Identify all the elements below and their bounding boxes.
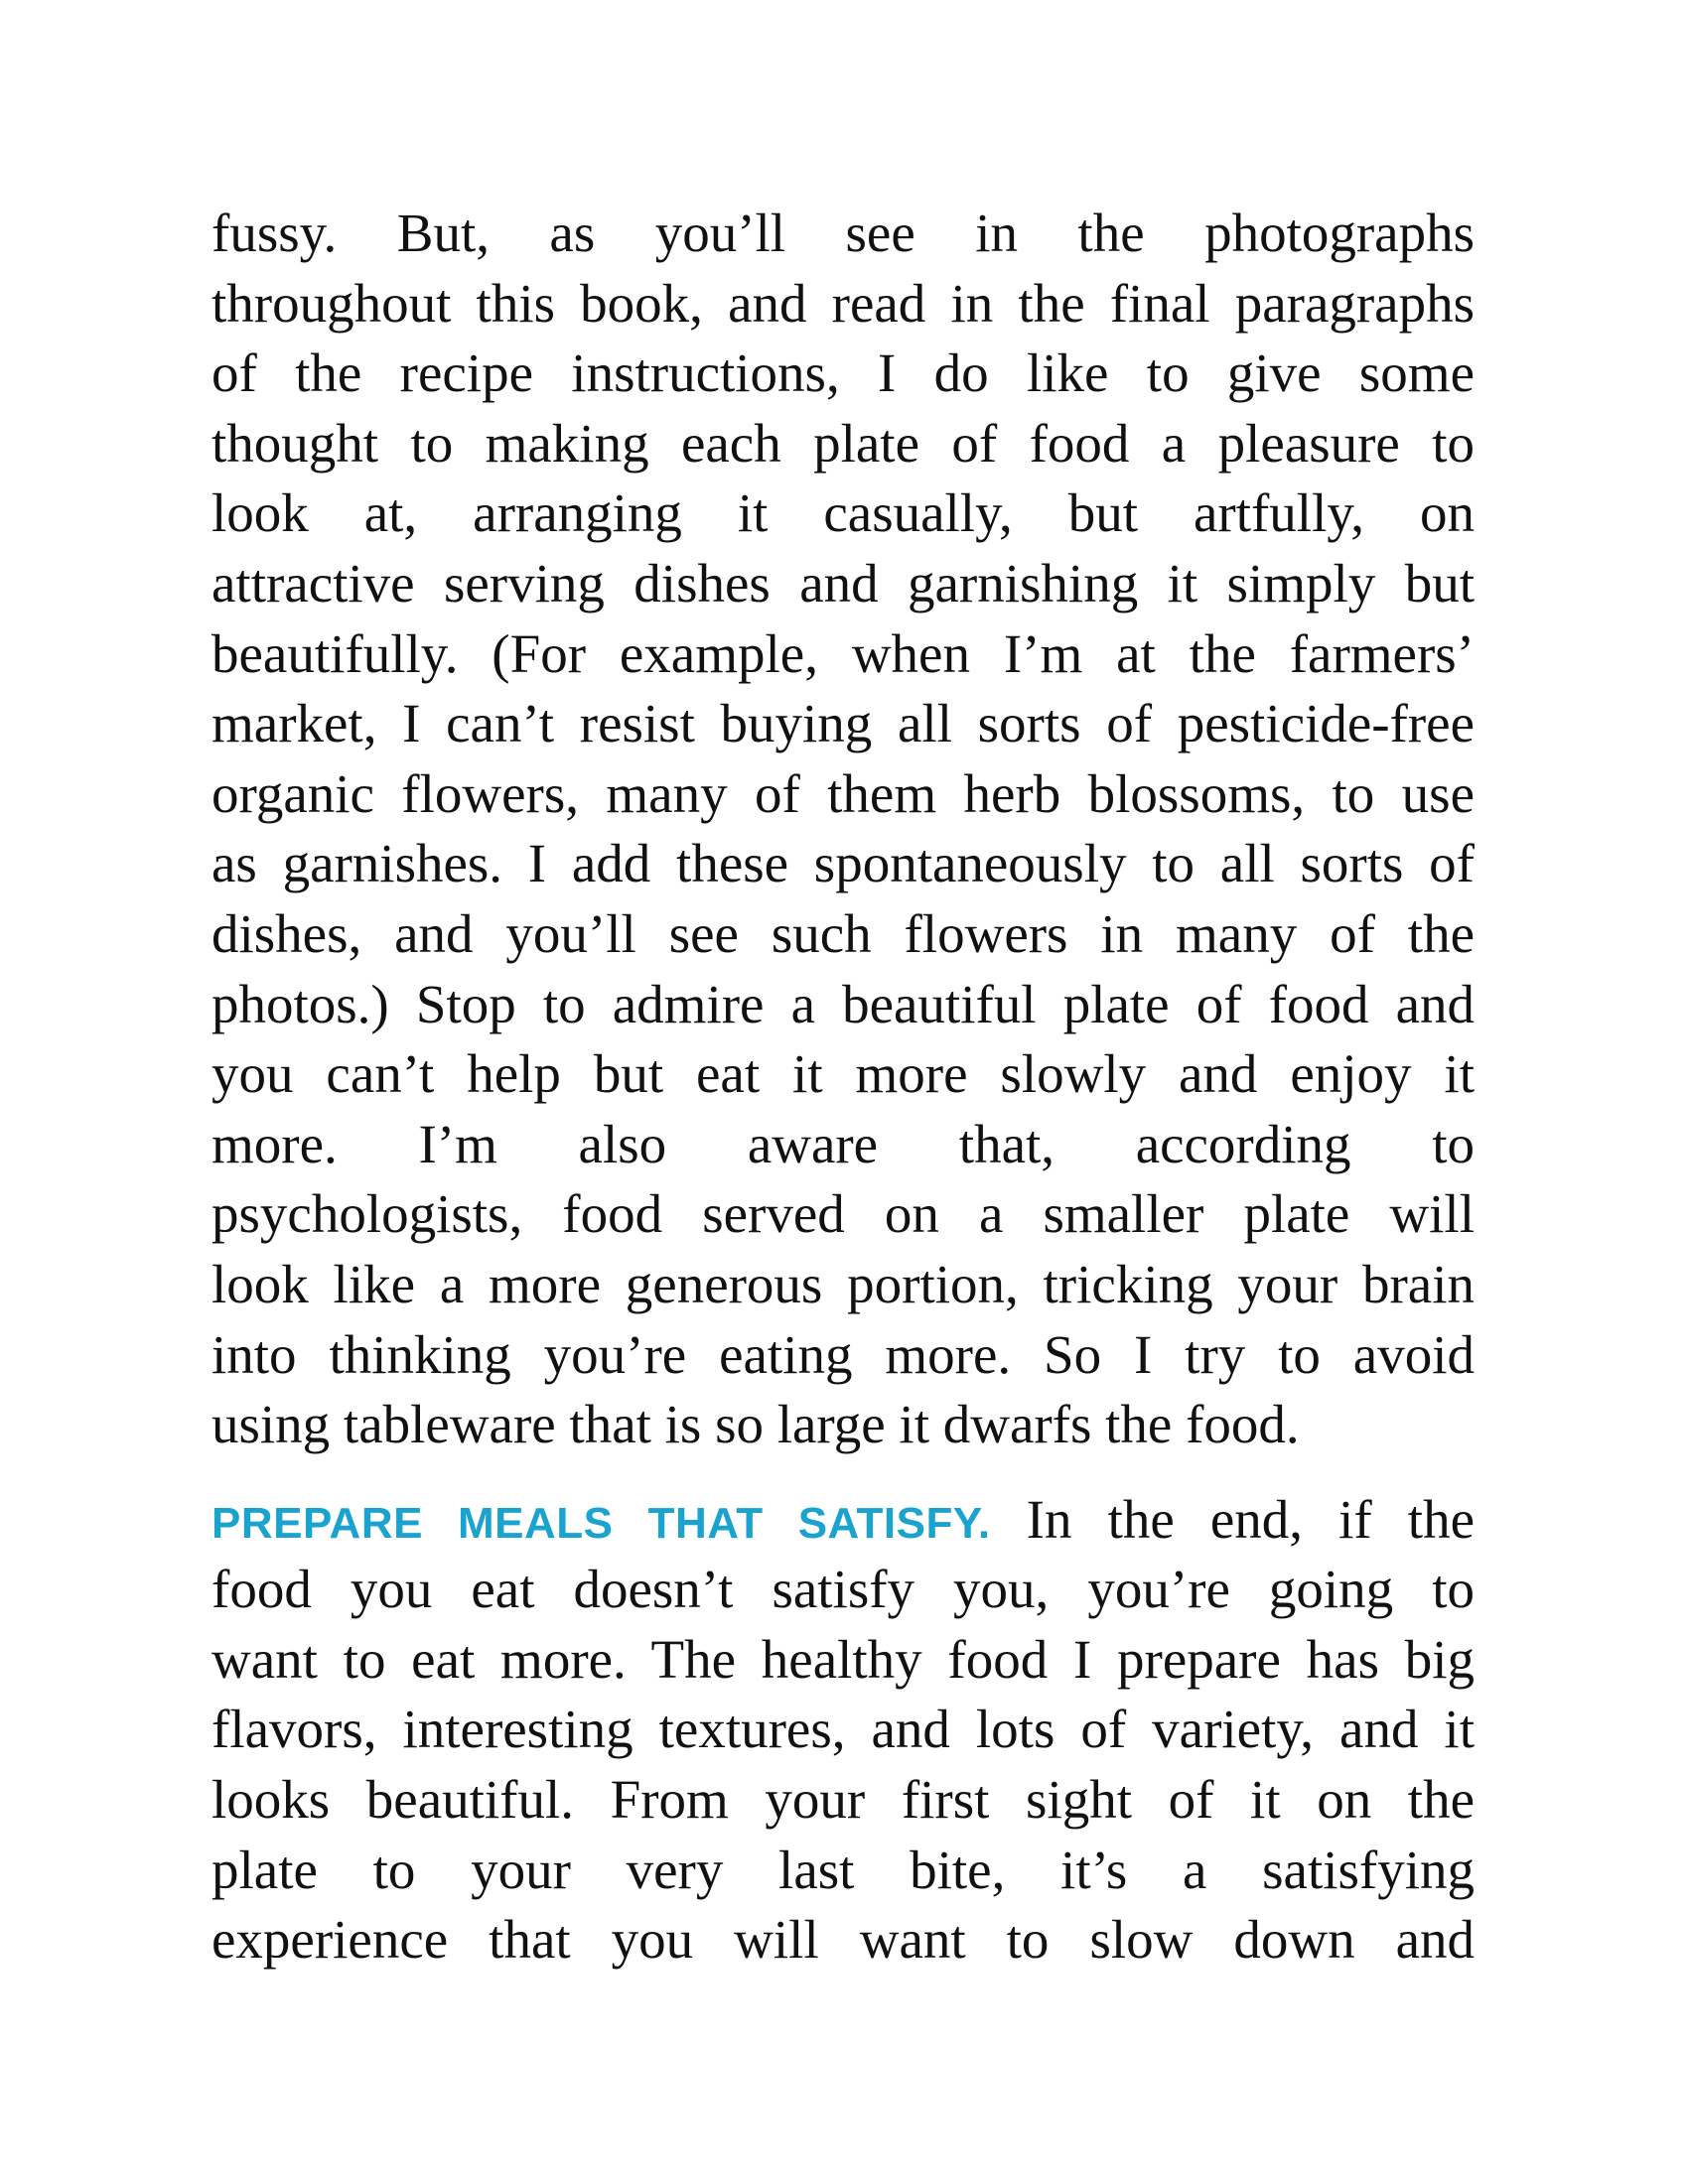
- section-heading: PREPARE MEALS THAT SATISFY.: [211, 1498, 991, 1548]
- text-line: flavors, interesting textures, and lots of variety, and it: [211, 1699, 1475, 1760]
- text-line: of the recipe instructions, I do like to give some: [211, 342, 1475, 404]
- paragraph-2: [211, 1485, 1475, 1976]
- heading-line-rest: In the end, if the: [1026, 1488, 1475, 1550]
- text-line: fussy. But, as you’ll see in the photographs: [211, 203, 1475, 263]
- text-line: beautifully. (For example, when I’m at the farmers’: [211, 622, 1475, 684]
- text-line: want to eat more. The healthy food I prepare has big: [211, 1628, 1475, 1690]
- text-line: experience that you will want to slow down and: [211, 1909, 1475, 1971]
- text-line: throughout this book, and read in the final paragraphs: [211, 272, 1475, 334]
- text-line: attractive serving dishes and garnishing it simply but: [211, 552, 1475, 614]
- text-line: you can’t help but eat it more slowly and enjoy it: [211, 1043, 1475, 1105]
- paragraph-1: [211, 199, 1475, 1460]
- text-line: using tableware that is so large it dwarfs the food.: [211, 1394, 1300, 1455]
- text-line: more. I’m also aware that, according to: [211, 1113, 1475, 1174]
- text-line: market, I can’t resist buying all sorts of pesticide-free: [211, 693, 1475, 754]
- text-line: looks beautiful. From your first sight of it on the: [211, 1769, 1475, 1831]
- text-line: thought to making each plate of food a pleasure to: [211, 412, 1475, 474]
- text-line-with-heading: [211, 1485, 1475, 1556]
- text-line: as garnishes. I add these spontaneously to all sorts of: [211, 833, 1475, 894]
- text-line: plate to your very last bite, it’s a satisfying: [211, 1839, 1475, 1900]
- paragraph-spacer: [211, 1460, 1475, 1485]
- text-line: photos.) Stop to admire a beautiful plate of food and: [211, 973, 1475, 1034]
- text-line: look at, arranging it casually, but artfully, on: [211, 482, 1475, 544]
- page-body: [211, 199, 1475, 1976]
- text-line: food you eat doesn’t satisfy you, you’re going to: [211, 1559, 1475, 1620]
- text-line: organic flowers, many of them herb blossoms, to use: [211, 762, 1475, 824]
- text-line: into thinking you’re eating more. So I try to avoid: [211, 1323, 1475, 1385]
- text-line: look like a more generous portion, tricking your brain: [211, 1253, 1475, 1314]
- text-line: psychologists, food served on a smaller plate will: [211, 1183, 1475, 1245]
- text-line: dishes, and you’ll see such flowers in many of the: [211, 902, 1475, 964]
